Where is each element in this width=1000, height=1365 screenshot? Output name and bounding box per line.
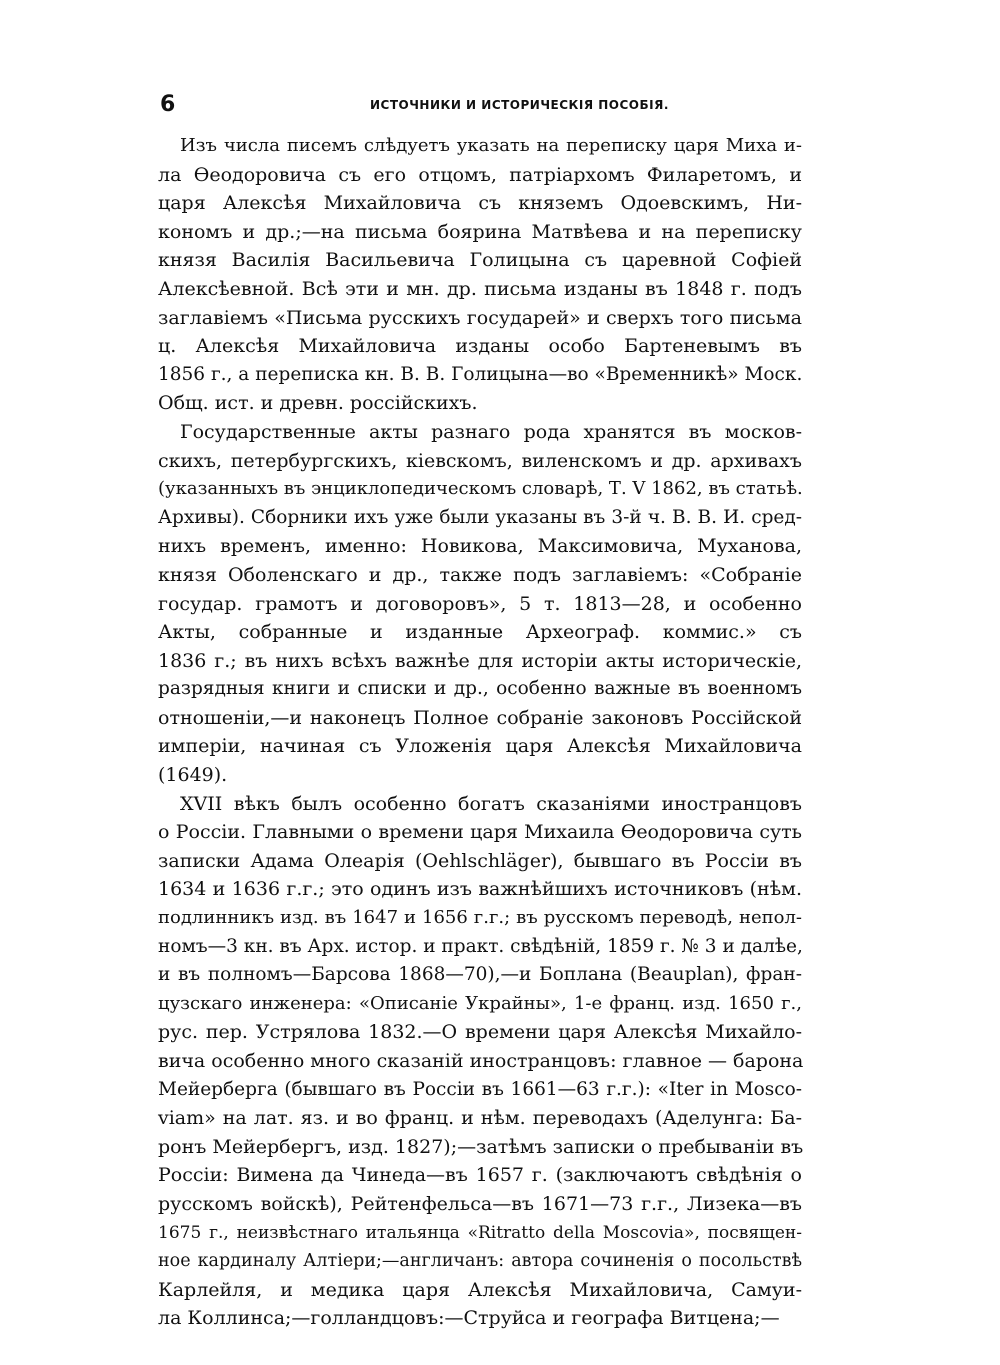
text-line: цузскаго инженера: «Описаніе Украйны», 1-е франц. изд. 1650 г.,	[158, 992, 802, 1014]
text-line: государ. грамотъ и договоровъ», 5 т. 1813—28, и особенно	[158, 592, 802, 615]
text-line: ла Коллинса;—голландцовъ:—Струйса и географа Витцена;—	[158, 1307, 780, 1330]
page-number: 6	[160, 92, 176, 117]
text-line: заглавіемъ «Письма русскихъ государей» и сверхъ того письма	[158, 306, 802, 329]
text-line: записки Адама Олеарія (Oehlschläger), бывшаго въ Россіи въ	[158, 849, 802, 872]
text-line: 1675 г., неизвѣстнаго итальянца «Ritratto della Moscovia», посвящен-	[158, 1222, 802, 1243]
text-line: рус. пер. Устрялова 1832.—О времени царя Алексѣя Михайло-	[158, 1021, 802, 1044]
text-line: о Россіи. Главными о времени царя Михаила Өеодоровича суть	[158, 821, 802, 844]
text-line: отношеніи,—и наконецъ Полное собраніе законовъ Россійской	[158, 706, 802, 729]
text-line: скихъ, петербургскихъ, кіевскомъ, виленскомъ и др. архивахъ	[158, 449, 802, 472]
text-line: 1836 г.; въ нихъ всѣхъ важнѣе для исторіи акты историческіе,	[158, 649, 802, 672]
page-header	[160, 92, 800, 122]
text-line: Общ. ист. и древн. россійскихъ.	[158, 392, 478, 415]
text-line: ронъ Мейербергъ, изд. 1827);—затѣмъ записки о пребываніи въ	[158, 1135, 804, 1158]
text-line: вича особенно много сказаній иностранцовъ: главное — барона	[158, 1050, 804, 1072]
running-head: ИСТОЧНИКИ И ИСТОРИЧЕСКІЯ ПОСОБІЯ.	[370, 98, 669, 112]
text-line: 1634 и 1636 г.г.; это одинъ изъ важнѣйшихъ источниковъ (нѣм.	[158, 878, 802, 901]
text-line: князя Оболенскаго и др., также подъ заглавіемъ: «Собраніе	[158, 563, 802, 586]
text-line: ла Өеодоровича съ его отцомъ, патріархомъ Филаретомъ, и	[158, 163, 802, 186]
paragraph	[158, 418, 802, 790]
text-line: Акты, собранные и изданные Археограф. коммис.» съ	[158, 621, 802, 644]
body-text	[158, 132, 802, 1333]
text-line: разрядныя книги и списки и др., особенно важные въ военномъ	[158, 678, 802, 700]
text-line: Изъ числа писемъ слѣдуетъ указать на переписку царя Миха и-	[180, 135, 802, 156]
text-line: подлинникъ изд. въ 1647 и 1656 г.г.; въ русскомъ переводѣ, непол-	[158, 907, 802, 929]
text-line: XVII вѣкъ былъ особенно богатъ сказаніями иностранцовъ	[180, 792, 802, 815]
text-line: viam» на лат. яз. и во франц. и нѣм. переводахъ (Аделунга: Ба-	[158, 1107, 802, 1130]
text-line: номъ—3 кн. въ Арх. истор. и практ. свѣдѣній, 1859 г. № 3 и далѣе,	[158, 935, 803, 957]
text-line: 1856 г., а переписка кн. В. В. Голицына—во «Временникѣ» Моск.	[158, 363, 803, 385]
text-line: кономъ и др.;—на письма боярина Матвѣева и на переписку	[158, 220, 802, 243]
text-line: имперіи, начиная съ Уложенія царя Алексѣя Михайловича	[158, 735, 802, 758]
text-line: царя Алексѣя Михайловича съ княземъ Одоевскимъ, Ни-	[158, 192, 802, 215]
text-line: Государственные акты разнаго рода хранятся въ москов-	[180, 420, 802, 443]
text-line: Карлейля, и медика царя Алексѣя Михайловича, Самуи-	[158, 1278, 802, 1301]
text-line: Архивы). Сборники ихъ уже были указаны въ 3-й ч. В. В. И. сред-	[158, 506, 802, 528]
text-line: русскомъ войскѣ), Рейтенфельса—въ 1671—73 г.г., Лизека—въ	[158, 1192, 802, 1215]
paragraph	[158, 132, 802, 418]
text-line: ц. Алексѣя Михайловича изданы особо Бартеневымъ въ	[158, 335, 802, 358]
text-line: (указанныхъ въ энциклопедическомъ словарѣ, Т. V 1862, въ статьѣ.	[158, 478, 803, 500]
paragraph	[158, 790, 802, 1333]
text-line: Мейерберга (бывшаго въ Россіи въ 1661—63 г.г.): «Iter in Mosco-	[158, 1078, 802, 1100]
text-line: нихъ временъ, именно: Новикова, Максимовича, Муханова,	[158, 535, 802, 558]
text-line: ное кардиналу Алтіери;—англичанъ: автора сочиненія о посольствѣ	[158, 1251, 802, 1272]
text-line: князя Василія Васильевича Голицына съ царевной Софіей	[158, 249, 802, 272]
text-line: (1649).	[158, 764, 228, 787]
text-line: Россіи: Вимена да Чинеда—въ 1657 г. (заключаютъ свѣдѣнія о	[158, 1164, 802, 1187]
text-line: Алексѣевной. Всѣ эти и мн. др. письма изданы въ 1848 г. подъ	[158, 277, 802, 300]
text-line: и въ полномъ—Барсова 1868—70),—и Боплана (Beauplan), фран-	[158, 964, 802, 986]
